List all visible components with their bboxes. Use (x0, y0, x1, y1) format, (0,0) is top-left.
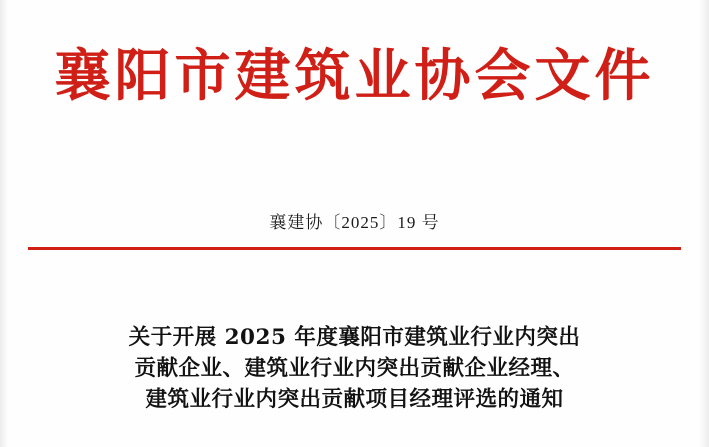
document-number: 襄建协〔2025〕19 号 (269, 213, 440, 232)
subject-line-3: 建筑业行业内突出贡献项目经理评选的通知 (145, 387, 564, 412)
subject-line-1: 关于开展 2025 年度襄阳市建筑业行业内突出 (128, 325, 581, 350)
red-divider-rule (28, 247, 681, 250)
subject-line-2: 贡献企业、建筑业行业内突出贡献企业经理、 (134, 356, 575, 381)
document-subject (56, 322, 653, 415)
document-header-title: 襄阳市建筑业协会文件 (54, 43, 655, 109)
